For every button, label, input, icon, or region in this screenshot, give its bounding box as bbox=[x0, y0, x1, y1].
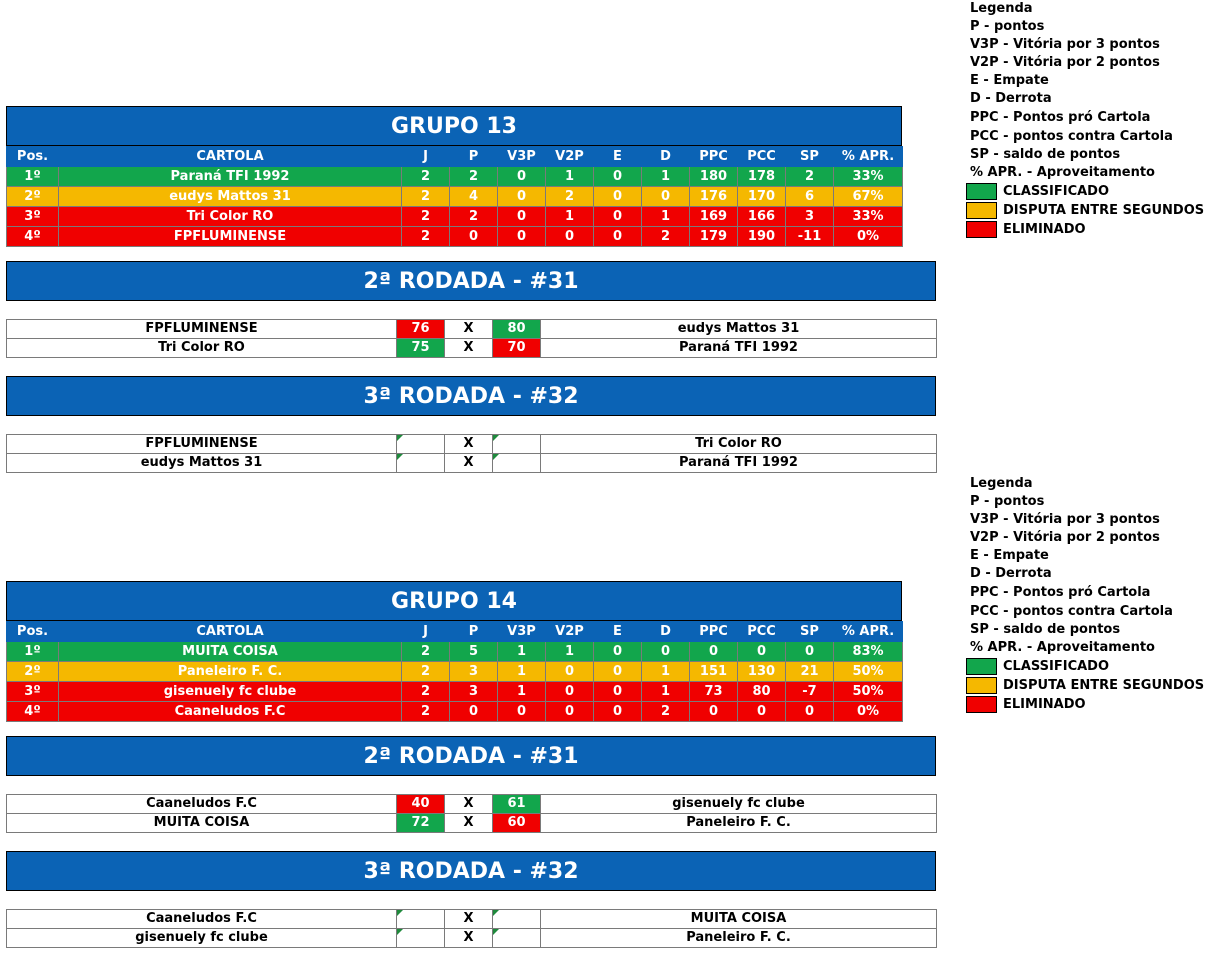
cell-ppc: 151 bbox=[690, 662, 738, 682]
cell-pos: 4º bbox=[7, 702, 59, 722]
cell-e: 0 bbox=[594, 642, 642, 662]
cell-apr: 67% bbox=[834, 187, 903, 207]
cell-j: 2 bbox=[402, 662, 450, 682]
header-apr: % APR. bbox=[834, 622, 903, 642]
cell-v3p: 0 bbox=[498, 702, 546, 722]
legend-item: D - Derrota bbox=[970, 91, 1052, 106]
legend-key-label: DISPUTA ENTRE SEGUNDOS bbox=[1003, 677, 1205, 693]
cell-pcc: 190 bbox=[738, 227, 786, 247]
home-team: Caaneludos F.C bbox=[7, 795, 397, 814]
header-sp: SP bbox=[786, 622, 834, 642]
cell-pos: 3º bbox=[7, 682, 59, 702]
home-team: MUITA COISA bbox=[7, 814, 397, 833]
legend-title: Legenda bbox=[970, 1, 1033, 16]
cell-v3p: 0 bbox=[498, 187, 546, 207]
cell-sp: 0 bbox=[786, 642, 834, 662]
green-swatch bbox=[966, 658, 997, 675]
group-14-round-3-matches bbox=[6, 909, 937, 948]
header-apr: % APR. bbox=[834, 147, 903, 167]
match-row bbox=[7, 435, 937, 454]
group-13-round-3-matches bbox=[6, 434, 937, 473]
cell-team: gisenuely fc clube bbox=[59, 682, 402, 702]
legend-item: % APR. - Aproveitamento bbox=[970, 640, 1155, 655]
cell-apr: 50% bbox=[834, 682, 903, 702]
home-score: 40 bbox=[397, 795, 445, 814]
table-row bbox=[7, 187, 903, 207]
group-14-round-3-title: 3ª RODADA - #32 bbox=[6, 851, 936, 891]
cell-sp: 3 bbox=[786, 207, 834, 227]
match-row bbox=[7, 320, 937, 339]
cell-p: 3 bbox=[450, 662, 498, 682]
cell-ppc: 0 bbox=[690, 702, 738, 722]
legend-item: SP - saldo de pontos bbox=[970, 622, 1121, 637]
legend-key-disputa bbox=[966, 201, 1204, 220]
standings-header-row bbox=[7, 147, 903, 167]
header-pcc: PCC bbox=[738, 147, 786, 167]
cell-p: 5 bbox=[450, 642, 498, 662]
home-team: eudys Mattos 31 bbox=[7, 454, 397, 473]
legend-key-disputa bbox=[966, 676, 1204, 695]
cell-v2p: 0 bbox=[546, 662, 594, 682]
cell-v2p: 1 bbox=[546, 207, 594, 227]
header-ppc: PPC bbox=[690, 622, 738, 642]
cell-apr: 0% bbox=[834, 227, 903, 247]
cell-ppc: 179 bbox=[690, 227, 738, 247]
cell-sp: 6 bbox=[786, 187, 834, 207]
cell-team: FPFLUMINENSE bbox=[59, 227, 402, 247]
cell-v3p: 1 bbox=[498, 662, 546, 682]
away-team: eudys Mattos 31 bbox=[541, 320, 937, 339]
home-team: gisenuely fc clube bbox=[7, 929, 397, 948]
cell-p: 3 bbox=[450, 682, 498, 702]
home-team: FPFLUMINENSE bbox=[7, 320, 397, 339]
legend-group-13 bbox=[970, 0, 1204, 239]
away-score[interactable] bbox=[493, 454, 541, 473]
cell-team: eudys Mattos 31 bbox=[59, 187, 402, 207]
legend-title: Legenda bbox=[970, 476, 1033, 491]
versus: X bbox=[445, 454, 493, 473]
match-row bbox=[7, 795, 937, 814]
cell-p: 2 bbox=[450, 207, 498, 227]
cell-d: 0 bbox=[642, 642, 690, 662]
cell-apr: 50% bbox=[834, 662, 903, 682]
cell-v2p: 1 bbox=[546, 642, 594, 662]
cell-p: 4 bbox=[450, 187, 498, 207]
cell-pcc: 178 bbox=[738, 167, 786, 187]
cell-v3p: 0 bbox=[498, 207, 546, 227]
cell-team: Caaneludos F.C bbox=[59, 702, 402, 722]
cell-team: Paraná TFI 1992 bbox=[59, 167, 402, 187]
cell-pos: 1º bbox=[7, 642, 59, 662]
legend-item: P - pontos bbox=[970, 494, 1045, 509]
red-swatch bbox=[966, 696, 997, 713]
cell-d: 1 bbox=[642, 682, 690, 702]
header-d: D bbox=[642, 622, 690, 642]
home-score[interactable] bbox=[397, 929, 445, 948]
group-14-standings bbox=[6, 621, 903, 722]
header-v3p: V3P bbox=[498, 147, 546, 167]
legend-item: PCC - pontos contra Cartola bbox=[970, 129, 1173, 144]
cell-v2p: 2 bbox=[546, 187, 594, 207]
cell-p: 0 bbox=[450, 227, 498, 247]
legend-key-eliminado bbox=[966, 220, 1204, 239]
cell-pos: 4º bbox=[7, 227, 59, 247]
table-row bbox=[7, 702, 903, 722]
versus: X bbox=[445, 929, 493, 948]
versus: X bbox=[445, 339, 493, 358]
legend-key-label: DISPUTA ENTRE SEGUNDOS bbox=[1003, 202, 1205, 218]
cell-ppc: 176 bbox=[690, 187, 738, 207]
header-d: D bbox=[642, 147, 690, 167]
cell-d: 2 bbox=[642, 702, 690, 722]
cell-d: 1 bbox=[642, 207, 690, 227]
cell-j: 2 bbox=[402, 702, 450, 722]
group-13-round-2-matches bbox=[6, 319, 937, 358]
away-score[interactable] bbox=[493, 435, 541, 454]
legend-group-14 bbox=[970, 475, 1204, 714]
versus: X bbox=[445, 814, 493, 833]
cell-e: 0 bbox=[594, 702, 642, 722]
cell-e: 0 bbox=[594, 207, 642, 227]
legend-item: PCC - pontos contra Cartola bbox=[970, 604, 1173, 619]
away-team: MUITA COISA bbox=[541, 910, 937, 929]
away-score[interactable] bbox=[493, 929, 541, 948]
legend-item: D - Derrota bbox=[970, 566, 1052, 581]
cell-e: 0 bbox=[594, 662, 642, 682]
cell-v3p: 1 bbox=[498, 682, 546, 702]
group-13-standings bbox=[6, 146, 903, 247]
header-j: J bbox=[402, 622, 450, 642]
cell-apr: 83% bbox=[834, 642, 903, 662]
group-14-round-2-matches bbox=[6, 794, 937, 833]
table-row bbox=[7, 662, 903, 682]
cell-v3p: 0 bbox=[498, 227, 546, 247]
away-team: Tri Color RO bbox=[541, 435, 937, 454]
match-row bbox=[7, 454, 937, 473]
cell-team: Tri Color RO bbox=[59, 207, 402, 227]
legend-item: V3P - Vitória por 3 pontos bbox=[970, 37, 1160, 52]
cell-sp: 2 bbox=[786, 167, 834, 187]
cell-v3p: 0 bbox=[498, 167, 546, 187]
table-row bbox=[7, 227, 903, 247]
cell-j: 2 bbox=[402, 207, 450, 227]
away-team: Paraná TFI 1992 bbox=[541, 454, 937, 473]
cell-pos: 1º bbox=[7, 167, 59, 187]
cell-apr: 33% bbox=[834, 207, 903, 227]
cell-d: 1 bbox=[642, 662, 690, 682]
header-p: P bbox=[450, 622, 498, 642]
cell-ppc: 0 bbox=[690, 642, 738, 662]
cell-pos: 2º bbox=[7, 187, 59, 207]
header-cartola: CARTOLA bbox=[59, 147, 402, 167]
cell-team: MUITA COISA bbox=[59, 642, 402, 662]
header-cartola: CARTOLA bbox=[59, 622, 402, 642]
group-14-title: GRUPO 14 bbox=[6, 581, 902, 621]
group-13-round-2-title: 2ª RODADA - #31 bbox=[6, 261, 936, 301]
cell-ppc: 180 bbox=[690, 167, 738, 187]
cell-j: 2 bbox=[402, 642, 450, 662]
cell-v2p: 1 bbox=[546, 167, 594, 187]
group-13-round-3-title: 3ª RODADA - #32 bbox=[6, 376, 936, 416]
match-row bbox=[7, 929, 937, 948]
away-team: Paraná TFI 1992 bbox=[541, 339, 937, 358]
cell-pcc: 166 bbox=[738, 207, 786, 227]
versus: X bbox=[445, 320, 493, 339]
cell-pcc: 170 bbox=[738, 187, 786, 207]
versus: X bbox=[445, 795, 493, 814]
cell-j: 2 bbox=[402, 682, 450, 702]
away-team: gisenuely fc clube bbox=[541, 795, 937, 814]
cell-ppc: 169 bbox=[690, 207, 738, 227]
yellow-swatch bbox=[966, 202, 997, 219]
header-pcc: PCC bbox=[738, 622, 786, 642]
away-score: 60 bbox=[493, 814, 541, 833]
cell-team: Paneleiro F. C. bbox=[59, 662, 402, 682]
legend-key-classificado bbox=[966, 182, 1204, 201]
away-score: 80 bbox=[493, 320, 541, 339]
cell-v2p: 0 bbox=[546, 682, 594, 702]
legend-key-label: ELIMINADO bbox=[1003, 221, 1086, 237]
cell-pcc: 0 bbox=[738, 642, 786, 662]
legend-key-classificado bbox=[966, 657, 1204, 676]
away-score: 61 bbox=[493, 795, 541, 814]
green-swatch bbox=[966, 183, 997, 200]
home-score[interactable] bbox=[397, 910, 445, 929]
match-row bbox=[7, 339, 937, 358]
legend-key-label: CLASSIFICADO bbox=[1003, 183, 1110, 199]
table-row bbox=[7, 682, 903, 702]
versus: X bbox=[445, 435, 493, 454]
cell-ppc: 73 bbox=[690, 682, 738, 702]
header-ppc: PPC bbox=[690, 147, 738, 167]
cell-j: 2 bbox=[402, 167, 450, 187]
legend-item: V3P - Vitória por 3 pontos bbox=[970, 512, 1160, 527]
legend-item: SP - saldo de pontos bbox=[970, 147, 1121, 162]
cell-pcc: 130 bbox=[738, 662, 786, 682]
header-pos: Pos. bbox=[7, 622, 59, 642]
legend-item: % APR. - Aproveitamento bbox=[970, 165, 1155, 180]
legend-item: PPC - Pontos pró Cartola bbox=[970, 110, 1151, 125]
header-sp: SP bbox=[786, 147, 834, 167]
home-team: Tri Color RO bbox=[7, 339, 397, 358]
cell-pos: 2º bbox=[7, 662, 59, 682]
home-score: 75 bbox=[397, 339, 445, 358]
cell-p: 0 bbox=[450, 702, 498, 722]
versus: X bbox=[445, 910, 493, 929]
cell-v2p: 0 bbox=[546, 227, 594, 247]
match-row bbox=[7, 910, 937, 929]
standings-header-row bbox=[7, 622, 903, 642]
header-v2p: V2P bbox=[546, 622, 594, 642]
cell-v2p: 0 bbox=[546, 702, 594, 722]
cell-e: 0 bbox=[594, 187, 642, 207]
header-e: E bbox=[594, 622, 642, 642]
cell-sp: -7 bbox=[786, 682, 834, 702]
cell-sp: 0 bbox=[786, 702, 834, 722]
home-score[interactable] bbox=[397, 435, 445, 454]
cell-apr: 33% bbox=[834, 167, 903, 187]
header-pos: Pos. bbox=[7, 147, 59, 167]
cell-pcc: 0 bbox=[738, 702, 786, 722]
red-swatch bbox=[966, 221, 997, 238]
away-score: 70 bbox=[493, 339, 541, 358]
cell-sp: 21 bbox=[786, 662, 834, 682]
away-team: Paneleiro F. C. bbox=[541, 814, 937, 833]
home-score: 72 bbox=[397, 814, 445, 833]
legend-item: E - Empate bbox=[970, 548, 1049, 563]
header-v3p: V3P bbox=[498, 622, 546, 642]
cell-pos: 3º bbox=[7, 207, 59, 227]
legend-key-label: CLASSIFICADO bbox=[1003, 658, 1110, 674]
cell-d: 0 bbox=[642, 187, 690, 207]
table-row bbox=[7, 167, 903, 187]
header-p: P bbox=[450, 147, 498, 167]
match-row bbox=[7, 814, 937, 833]
home-score[interactable] bbox=[397, 454, 445, 473]
header-e: E bbox=[594, 147, 642, 167]
header-v2p: V2P bbox=[546, 147, 594, 167]
yellow-swatch bbox=[966, 677, 997, 694]
legend-item: V2P - Vitória por 2 pontos bbox=[970, 530, 1160, 545]
group-14-round-2-title: 2ª RODADA - #31 bbox=[6, 736, 936, 776]
cell-sp: -11 bbox=[786, 227, 834, 247]
cell-apr: 0% bbox=[834, 702, 903, 722]
header-j: J bbox=[402, 147, 450, 167]
group-13-title: GRUPO 13 bbox=[6, 106, 902, 146]
table-row bbox=[7, 207, 903, 227]
legend-item: V2P - Vitória por 2 pontos bbox=[970, 55, 1160, 70]
cell-v3p: 1 bbox=[498, 642, 546, 662]
legend-item: PPC - Pontos pró Cartola bbox=[970, 585, 1151, 600]
legend-key-eliminado bbox=[966, 695, 1204, 714]
away-score[interactable] bbox=[493, 910, 541, 929]
cell-j: 2 bbox=[402, 187, 450, 207]
cell-j: 2 bbox=[402, 227, 450, 247]
cell-d: 2 bbox=[642, 227, 690, 247]
away-team: Paneleiro F. C. bbox=[541, 929, 937, 948]
home-team: FPFLUMINENSE bbox=[7, 435, 397, 454]
cell-e: 0 bbox=[594, 682, 642, 702]
cell-pcc: 80 bbox=[738, 682, 786, 702]
cell-e: 0 bbox=[594, 227, 642, 247]
legend-key-label: ELIMINADO bbox=[1003, 696, 1086, 712]
home-score: 76 bbox=[397, 320, 445, 339]
legend-item: E - Empate bbox=[970, 73, 1049, 88]
cell-p: 2 bbox=[450, 167, 498, 187]
cell-d: 1 bbox=[642, 167, 690, 187]
table-row bbox=[7, 642, 903, 662]
legend-item: P - pontos bbox=[970, 19, 1045, 34]
cell-e: 0 bbox=[594, 167, 642, 187]
home-team: Caaneludos F.C bbox=[7, 910, 397, 929]
